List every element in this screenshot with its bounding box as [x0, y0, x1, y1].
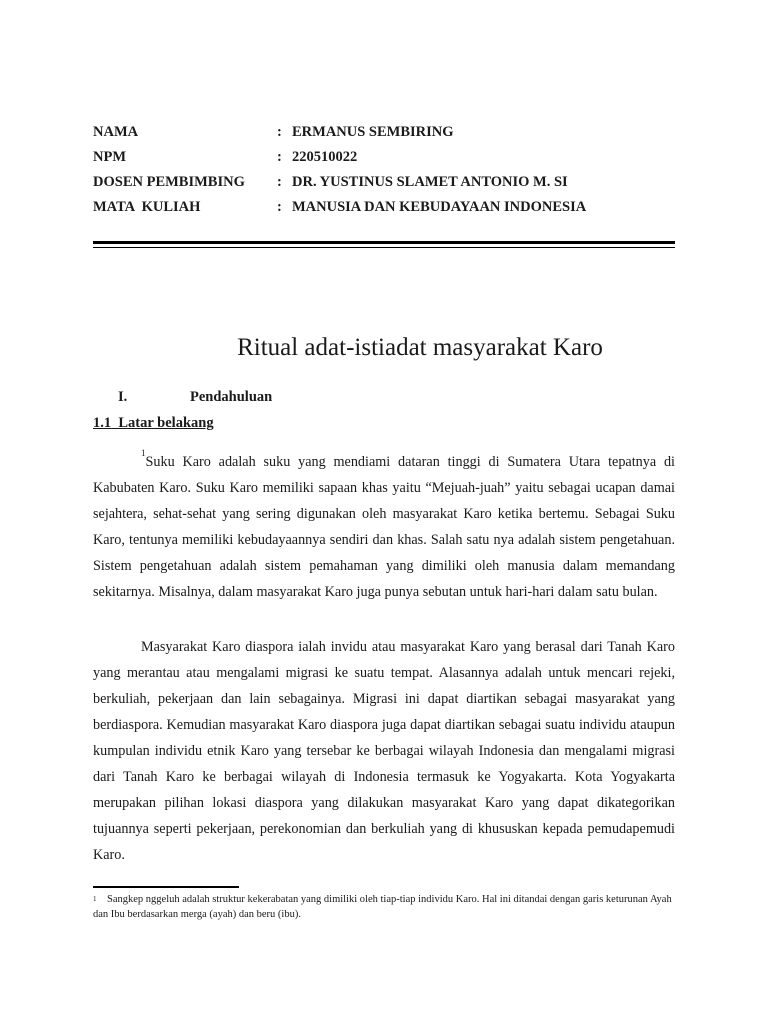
info-colon: :	[277, 124, 282, 140]
paragraph-1	[93, 449, 675, 605]
student-info-table	[93, 122, 586, 222]
header-divider-thick	[93, 241, 675, 244]
section-title: Pendahuluan	[190, 389, 273, 405]
info-colon: :	[277, 149, 282, 165]
info-value: ERMANUS SEMBIRING	[292, 124, 454, 140]
paragraph-2: Masyarakat Karo diaspora ialah invidu atau masyarakat Karo yang berasal dari Tanah Karo yang merantau atau mengalami migrasi ke suatu tempat. Alasannya adalah untuk mencari rejeki, berkuliah, pekerjaan dan lain sebagainya. Migrasi ini dapat diartikan sebagai masyarakat yang berdiaspora. Kemudian masyarakat Karo diaspora juga dapat diartikan sebagai suatu individu ataupun kumpulan individu etnik Karo yang tersebar ke berbagai wilayah Indonesia dan mengalami migrasi dari Tanah Karo ke berbagai wilayah di Indonesia termasuk ke Yogyakarta. Kota Yogyakarta merupakan pilihan lokasi diaspora yang dilakukan masyarakat Karo yang dapat dikategorikan tujuannya seperti pekerjaan, perekonomian dan berkuliah yang di khususkan kepada pemudapemudi Karo.	[93, 639, 675, 863]
paragraph-1-text: Suku Karo adalah suku yang mendiami dataran tinggi di Sumatera Utara tepatnya di Kabubaten Karo. Suku Karo memiliki sapaan khas yaitu “Mejuah-juah” yaitu sebagai ucapan damai sejahtera, sehat-sehat yang sering digunakan oleh masyarakat Karo ketika bertemu. Sebagai Suku Karo, tentunya memiliki kebudayaannya sendiri dan khas. Salah satu nya adalah sistem pengetahuan. Sistem pengetahuan adalah sistem pemahaman yang dimiliki oleh manusia dalam memandang sekitarnya. Misalnya, dalam masyarakat Karo juga punya sebutan untuk hari-hari dalam satu bulan.	[93, 454, 675, 600]
subsection-number: 1.1	[93, 415, 112, 431]
info-value: DR. YUSTINUS SLAMET ANTONIO M. SI	[292, 174, 568, 190]
info-row-nama	[93, 122, 586, 147]
info-colon: :	[277, 174, 282, 190]
info-label: DOSEN PEMBIMBING	[93, 174, 245, 190]
info-colon: :	[277, 199, 282, 215]
info-row-npm	[93, 147, 586, 172]
section-number: I.	[118, 389, 128, 405]
info-row-matakuliah	[93, 197, 586, 222]
info-value: 220510022	[292, 149, 358, 165]
footnote-number: 1	[93, 895, 97, 903]
info-label: MATA KULIAH	[93, 199, 201, 215]
info-value: MANUSIA DAN KEBUDAYAAN INDONESIA	[292, 199, 587, 215]
footnote-reference[interactable]: 1	[141, 448, 146, 458]
header-divider-thin	[93, 247, 675, 248]
footnote-text: Sangkep nggeluh adalah struktur kekerabatan yang dimiliki oleh tiap-tiap individu Karo. Hal ini ditandai dengan garis keturunan Ayah dan Ibu berdasarkan merga (ayah) dan beru (ibu).	[93, 894, 672, 920]
document-title: Ritual adat-istiadat masyarakat Karo	[237, 334, 603, 361]
info-label: NPM	[93, 149, 127, 165]
footnote	[93, 892, 675, 922]
footnote-separator	[93, 886, 239, 888]
info-label: NAMA	[93, 124, 139, 140]
subsection-title: Latar belakang	[111, 415, 214, 431]
section-heading	[118, 387, 272, 407]
info-row-dosen	[93, 172, 586, 197]
subsection-heading	[93, 413, 214, 433]
